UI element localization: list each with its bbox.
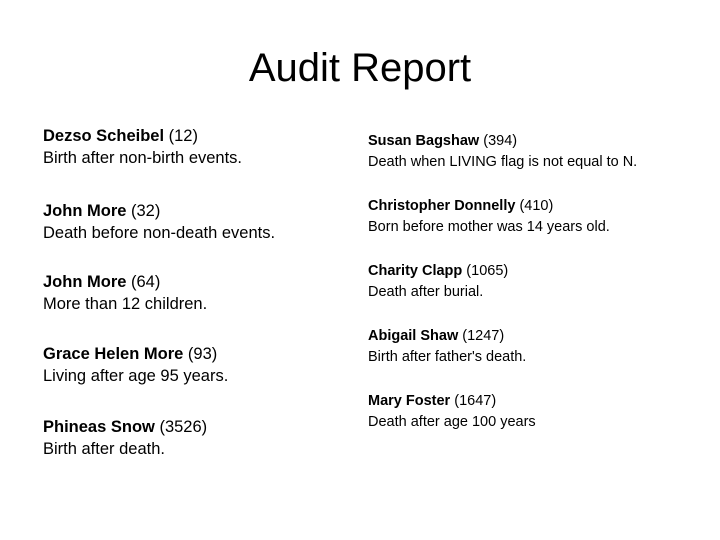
issue-description: Death when LIVING flag is not equal to N. (368, 153, 638, 170)
audit-entry (43, 271, 207, 315)
audit-entry (43, 125, 242, 169)
person-name: John More (43, 273, 127, 291)
audit-entry (368, 196, 610, 237)
audit-entry (43, 343, 228, 387)
person-name: Grace Helen More (43, 345, 184, 363)
person-name: Charity Clapp (368, 263, 463, 279)
person-name: Mary Foster (368, 393, 451, 409)
issue-description: Birth after non-birth events. (43, 149, 243, 167)
person-id: (64) (131, 273, 161, 291)
page-title: Audit Report (248, 46, 472, 90)
person-id: (394) (483, 133, 518, 149)
issue-description: Born before mother was 14 years old. (368, 218, 610, 235)
person-id: (3526) (159, 418, 208, 436)
audit-entry (43, 200, 275, 244)
person-name: Phineas Snow (43, 418, 155, 436)
issue-description: Death after burial. (368, 283, 484, 300)
audit-entry (43, 416, 207, 460)
issue-description: Death after age 100 years (368, 413, 536, 430)
person-id: (1247) (462, 328, 505, 344)
audit-entry (368, 391, 536, 432)
audit-entry (368, 261, 508, 302)
person-id: (12) (168, 127, 198, 145)
issue-description: Birth after death. (43, 440, 165, 458)
person-name: Susan Bagshaw (368, 133, 480, 149)
person-id: (93) (187, 345, 218, 363)
issue-description: Living after age 95 years. (43, 367, 229, 385)
person-id: (32) (131, 202, 161, 220)
person-name: John More (43, 202, 127, 220)
person-id: (410) (519, 198, 554, 214)
person-name: Dezso Scheibel (43, 127, 165, 145)
issue-description: More than 12 children. (43, 295, 208, 313)
person-id: (1647) (454, 393, 497, 409)
audit-entry (368, 326, 526, 367)
person-name: Christopher Donnelly (368, 198, 516, 214)
issue-description: Birth after father's death. (368, 348, 527, 365)
audit-entry (368, 131, 637, 172)
person-id: (1065) (466, 263, 509, 279)
issue-description: Death before non-death events. (43, 224, 276, 242)
person-name: Abigail Shaw (368, 328, 459, 344)
